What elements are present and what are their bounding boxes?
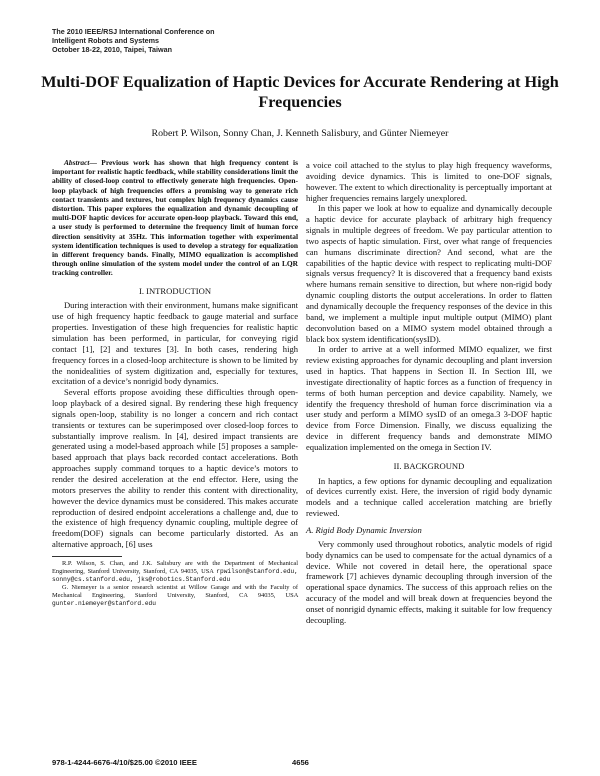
abstract-text: — Previous work has shown that high frequency content is important for realistic haptic feedback, while stability considerations limit the ability of closed-loop control to effectively generate high frequencies. Open-loop playback of high frequencies offers a promising way to generate rich contact transients and textures, but complex high frequency dynamics cause distortion. This paper explores the equalization and dynamic decoupling of multi-DOF haptic devices for accurate open-loop playback. Toward this end, a user study is performed to determine the frequency limit of human force direction sensitivity at 35Hz. This information together with experimental system identification techniques is used to develop a strategy for equalization in different frequency bands. Finally, MIMO equalization is accomplished through online simulation of the system model under the control of an LQR tracking controller. [52, 158, 298, 278]
rigid-body-paragraph-1: Very commonly used throughout robotics, analytic models of rigid body dynamics can be used to compensate for the actual dynamics of a device. While not covered in detail here, the operational space framework [7] achieves dynamic decoupling through inversion of the operational space dynamics. The success of this approach relies on the accuracy of the model and will break down at frequencies beyond the onset of nonrigid dynamic effects, making it suitable for low frequency decoupling. [306, 538, 552, 625]
footnote-affiliation-1 [52, 560, 298, 584]
conference-header [52, 27, 312, 54]
footnote-2-email: gunter.niemeyer@stanford.edu [52, 599, 156, 607]
footnote-2-text: G. Niemeyer is a senior research scientist at Willow Garage and with the Faculty of Mechanical Engineering, Stanford University, Stanford, CA 94035, USA [52, 583, 298, 599]
isbn-copyright: 978-1-4244-6676-4/10/$25.00 ©2010 IEEE [52, 758, 197, 767]
subsection-heading-rigid-body: A. Rigid Body Dynamic Inversion [306, 525, 422, 535]
page-number: 4656 [292, 758, 309, 767]
footnote-divider [52, 556, 122, 557]
left-column [52, 158, 298, 608]
paper-title: Multi-DOF Equalization of Haptic Devices for Accurate Rendering at High Frequencies [41, 73, 559, 111]
footnote-1-emails: rpwilson@stanford.edu, sonny@cs.stanford.edu, jks@robotics.Stanford.edu [52, 567, 298, 583]
intro-paragraph-1: During interaction with their environment, humans make significant use of high frequency haptic feedback to gauge material and surface properties. Investigation of these high frequencies for realistic haptic simulation has been performed, in particular, for conveying rigid contact [1], [2] and textures [3]. In both cases, rendering high frequency forces in a closed-loop architecture is shown to be limited by the nonidealities of system digitization and, especially for textures, excitation of a device’s nonrigid body dynamics. [52, 300, 298, 387]
intro-paragraph-4: In order to arrive at a well informed MIMO equalizer, we first review existing approaches for dynamic decoupling and plant inversion used in haptics. That happens in Section II. In Section III, we investigate directionality of haptic forces as a function of frequency in terms of both human perception and device capability. Namely, we identify the frequency threshold of human force discrimination via a user study and perform a MIMO sysID of an omega.3 3-DOF haptic device from Force Dimension. Finally, we discuss equalizing the device in different frequency bands and demonstrate MIMO equalization implemented on the omega in Section IV. [306, 344, 552, 452]
abstract [52, 158, 298, 278]
background-paragraph-1: In haptics, a few options for dynamic decoupling and equalization of devices currently exist. Here, the inversion of rigid body dynamic models and a technique called acceleration matching are briefly reviewed. [306, 475, 552, 519]
author-list: Robert P. Wilson, Sonny Chan, J. Kenneth Salisbury, and Günter Niemeyer [151, 128, 449, 139]
intro-paragraph-3: In this paper we look at how to equalize and dynamically decouple a haptic device for accurate playback of arbitrary high frequency signals in multiple degrees of freedom. We pay particular attention to two aspects of haptic simulation. First, over what range of frequencies can humans discriminate direction? And second, what are the capabilities of the haptic device with respect to replicating multi-DOF signals versus frequency? It is discovered that a frequency band exists where humans remain sensitive to direction, but where non-rigid body dynamic coupling distorts the output accelerations. In order to flatten and dynamically decouple the frequency responses of the device in this band, we implement a multiple input multiple output (MIMO) plant deconvolution based on a MIMO system model obtained through a black box system identification(sysID). [306, 203, 552, 344]
right-column [306, 160, 552, 626]
conference-line-2: Intelligent Robots and Systems [52, 36, 160, 45]
section-heading-background: II. BACKGROUND [393, 460, 465, 471]
intro-paragraph-continued: a voice coil attached to the stylus to play high frequency waveforms, avoiding device dynamics. This is limited to one-DOF signals, however. The extent to which directionality is perceptually important at higher frequencies remains largely unexplored. [306, 160, 552, 203]
footnote-1-text: R.P. Wilson, S. Chan, and J.K. Salisbury are with the Department of Mechanical Engineering, Stanford University, Stanford, CA 94035, USA [52, 559, 298, 575]
section-heading-introduction: I. INTRODUCTION [138, 285, 212, 296]
intro-paragraph-2: Several efforts propose avoiding these difficulties through open-loop playback of a desired signal. By rendering these high frequency signals open-loop, stability is no longer a concern and rich contact transients or textures can be superimposed over closed-loop forces to substantially improve realism. In [4], desired impact transients are generated using a model-based approach while [5] proposes a sample-based approach that plays back recorded contact accelerations. Both approaches supply command torques to a haptic device’s motors to render the desired acceleration at the end effector. Here, using the motors preserves the ability to render this content with directionality, however the device dynamics must be considered. This makes accurate reproduction of desired endpoint accelerations a challenge and, due to the existence of high frequency dynamic coupling, multiple degree of freedom(DOF) signals can become particularly distorted. As an alternative approach, [6] uses [52, 387, 298, 550]
conference-line-3: October 18-22, 2010, Taipei, Taiwan [52, 45, 172, 54]
conference-line-1: The 2010 IEEE/RSJ International Conference on [52, 27, 215, 36]
abstract-lead: Abstract [64, 158, 90, 167]
footnote-affiliation-2 [52, 584, 298, 608]
